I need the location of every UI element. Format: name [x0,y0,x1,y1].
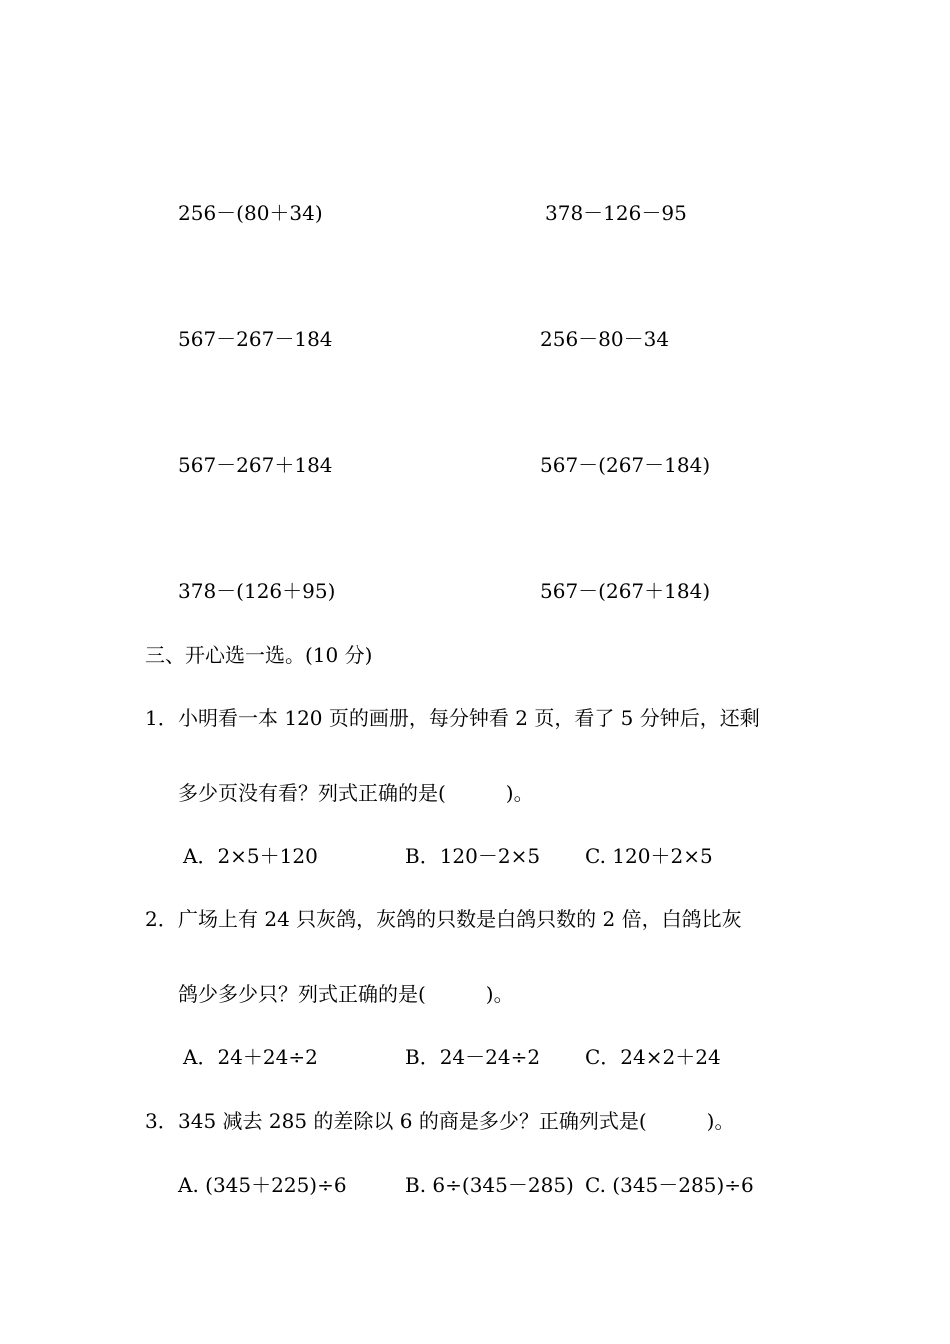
option-c: C. 120＋2×5 [585,844,713,868]
expression: 567－(267－184) [540,453,711,477]
option-a: A．2×5＋120 [183,844,318,868]
expression: 378－126－95 [545,201,687,225]
option-b: B．120－2×5 [405,844,541,868]
question-text: 小明看一本 120 页的画册，每分钟看 2 页，看了 5 分钟后，还剩 [178,706,760,730]
question-number: 2． [145,907,178,931]
expression: 378－(126＋95) [178,579,336,603]
option-b: B．24－24÷2 [405,1045,541,1069]
option-c: C. (345－285)÷6 [585,1173,754,1197]
expression: 567－267－184 [178,327,333,351]
question-text: 鸽少多少只？列式正确的是( )。 [178,982,514,1006]
option-b: B. 6÷(345－285) [405,1173,574,1197]
question-number: 3． [145,1109,178,1133]
expression: 567－267＋184 [178,453,333,477]
option-c: C．24×2＋24 [585,1045,721,1069]
question-text: 多少页没有看？列式正确的是( )。 [178,781,534,805]
section-heading: 三、开心选一选。(10 分) [145,643,373,667]
expression: 567－(267＋184) [540,579,711,603]
expression: 256－(80＋34) [178,201,323,225]
option-a: A．24＋24÷2 [183,1045,318,1069]
question-text: 345 减去 285 的差除以 6 的商是多少？正确列式是( )。 [178,1109,735,1133]
expression: 256－80－34 [540,327,670,351]
question-text: 广场上有 24 只灰鸽，灰鸽的只数是白鸽只数的 2 倍，白鸽比灰 [178,907,742,931]
option-a: A. (345＋225)÷6 [178,1173,347,1197]
question-number: 1． [145,706,178,730]
